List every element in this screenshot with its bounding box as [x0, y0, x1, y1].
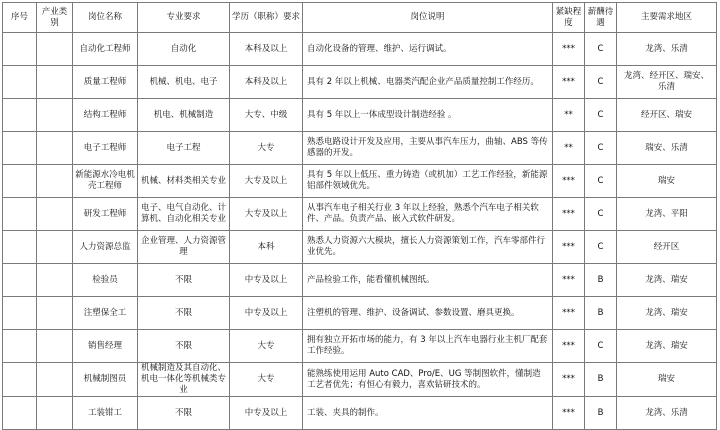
cell-industry: [37, 330, 73, 363]
cell-description: 具有 5 年以上低压、重力铸造（或机加）工艺工作经验，新能源铝部件领域优先。: [303, 165, 553, 198]
table-row: [3, 330, 717, 363]
cell-index: [3, 33, 37, 66]
table-row: [3, 198, 717, 231]
cell-urgency: ***: [553, 33, 585, 66]
col-header-post: 岗位名称: [73, 3, 138, 33]
cell-post: 检验员: [73, 264, 138, 297]
cell-post: 结构工程师: [73, 99, 138, 132]
cell-industry: [37, 99, 73, 132]
cell-major: 不限: [138, 264, 230, 297]
cell-major: 电子工程: [138, 132, 230, 165]
cell-index: [3, 397, 37, 430]
cell-pay: C: [585, 198, 617, 231]
cell-industry: [37, 165, 73, 198]
cell-urgency: ***: [553, 397, 585, 430]
cell-industry: [37, 33, 73, 66]
cell-industry: [37, 66, 73, 99]
col-header-urgency: 紧缺程度: [553, 3, 585, 33]
table-row: [3, 132, 717, 165]
cell-index: [3, 231, 37, 264]
cell-urgency: ***: [553, 165, 585, 198]
col-header-description: 岗位说明: [303, 3, 553, 33]
cell-pay: C: [585, 330, 617, 363]
cell-pay: B: [585, 297, 617, 330]
table-row: [3, 99, 717, 132]
col-header-major: 专业要求: [138, 3, 230, 33]
cell-pay: C: [585, 231, 617, 264]
cell-industry: [37, 231, 73, 264]
cell-description: 工装、夹具的制作。: [303, 397, 553, 430]
cell-description: 从事汽车电子相关行业 3 年以上经验，熟悉个汽车电子相关软件、产品。负责产品、嵌入式软件研发。: [303, 198, 553, 231]
cell-industry: [37, 363, 73, 397]
cell-pay: B: [585, 397, 617, 430]
cell-urgency: **: [553, 99, 585, 132]
cell-index: [3, 99, 37, 132]
cell-education: 大专及以上: [230, 198, 303, 231]
cell-region: 瑞安: [617, 165, 717, 198]
cell-major: 自动化: [138, 33, 230, 66]
table-row: [3, 165, 717, 198]
col-header-region: 主要需求地区: [617, 3, 717, 33]
cell-region: 经开区: [617, 231, 717, 264]
cell-region: 龙湾、瑞安: [617, 330, 717, 363]
header-row: [3, 3, 717, 33]
cell-education: 大专、中级: [230, 99, 303, 132]
cell-urgency: ***: [553, 231, 585, 264]
cell-region: 瑞安: [617, 363, 717, 397]
cell-industry: [37, 397, 73, 430]
cell-major: 机电、机械制造: [138, 99, 230, 132]
recruitment-table: [2, 2, 717, 430]
cell-industry: [37, 132, 73, 165]
cell-pay: C: [585, 99, 617, 132]
cell-urgency: ***: [553, 297, 585, 330]
cell-pay: B: [585, 363, 617, 397]
cell-industry: [37, 264, 73, 297]
cell-description: 产品检验工作，能看懂机械图纸。: [303, 264, 553, 297]
cell-region: 龙湾、平阳: [617, 198, 717, 231]
cell-pay: B: [585, 264, 617, 297]
cell-major: 机械、机电、电子: [138, 66, 230, 99]
cell-post: 电子工程师: [73, 132, 138, 165]
cell-region: 龙湾、瑞安: [617, 297, 717, 330]
cell-index: [3, 198, 37, 231]
cell-education: 本科及以上: [230, 66, 303, 99]
cell-education: 中专及以上: [230, 397, 303, 430]
cell-urgency: ***: [553, 198, 585, 231]
cell-education: 中专及以上: [230, 297, 303, 330]
cell-education: 本科及以上: [230, 33, 303, 66]
cell-urgency: ***: [553, 330, 585, 363]
cell-major: 不限: [138, 297, 230, 330]
table-row: [3, 363, 717, 397]
cell-index: [3, 165, 37, 198]
cell-index: [3, 132, 37, 165]
cell-pay: C: [585, 33, 617, 66]
cell-index: [3, 363, 37, 397]
cell-description: 具有 2 年以上机械、电器类汽配企业产品质量控制工作经历。: [303, 66, 553, 99]
cell-education: 中专及以上: [230, 264, 303, 297]
cell-pay: C: [585, 165, 617, 198]
cell-urgency: ***: [553, 264, 585, 297]
cell-education: 大专及以上: [230, 165, 303, 198]
table-row: [3, 33, 717, 66]
cell-industry: [37, 297, 73, 330]
cell-index: [3, 330, 37, 363]
cell-post: 人力资源总监: [73, 231, 138, 264]
cell-major: 不限: [138, 397, 230, 430]
cell-region: 龙湾、瑞安: [617, 264, 717, 297]
cell-post: 注塑保全工: [73, 297, 138, 330]
cell-urgency: **: [553, 132, 585, 165]
cell-urgency: ***: [553, 66, 585, 99]
cell-region: 瑞安、乐清: [617, 132, 717, 165]
cell-education: 本科: [230, 231, 303, 264]
cell-description: 具有 5 年以上一体成型设计制造经验 。: [303, 99, 553, 132]
cell-post: 销售经理: [73, 330, 138, 363]
cell-region: 龙湾、经开区、瑞安、乐清: [617, 66, 717, 99]
cell-major: 不限: [138, 330, 230, 363]
cell-post: 新能源水冷电机壳工程师: [73, 165, 138, 198]
cell-description: 拥有独立开拓市场的能力，有 3 年以上汽车电器行业主机厂配套工作经验。: [303, 330, 553, 363]
cell-urgency: ***: [553, 363, 585, 397]
cell-education: 大专: [230, 132, 303, 165]
cell-post: 质量工程师: [73, 66, 138, 99]
table-row: [3, 66, 717, 99]
cell-major: 企业管理、人力资源管理: [138, 231, 230, 264]
cell-major: 电子、电气自动化、计算机、自动化相关专业: [138, 198, 230, 231]
cell-region: 龙湾、乐清: [617, 33, 717, 66]
col-header-education: 学历（职称）要求: [230, 3, 303, 33]
cell-description: 熟悉电路设计开发及应用，主要从事汽车压力，曲轴、ABS 等传感器的开发。: [303, 132, 553, 165]
cell-post: 机械制图员: [73, 363, 138, 397]
cell-pay: C: [585, 132, 617, 165]
cell-description: 注塑机的管理、维护、设备调试、参数设置、磨具更换。: [303, 297, 553, 330]
table-row: [3, 231, 717, 264]
cell-education: 大专: [230, 363, 303, 397]
col-header-index: 序号: [3, 3, 37, 33]
table-row: [3, 297, 717, 330]
cell-post: 自动化工程师: [73, 33, 138, 66]
table-row: [3, 264, 717, 297]
cell-description: 能熟练使用运用 Auto CAD、Pro/E、UG 等制图软件，懂制造工艺者优先；有恒心有毅力，喜欢钻研技术的。: [303, 363, 553, 397]
cell-description: 自动化设备的管理、维护、运行调试。: [303, 33, 553, 66]
cell-education: 大专: [230, 330, 303, 363]
cell-index: [3, 264, 37, 297]
cell-major: 机械制造及其自动化、机电一体化等机械类专业: [138, 363, 230, 397]
cell-post: 研发工程师: [73, 198, 138, 231]
col-header-pay: 薪酬待遇: [585, 3, 617, 33]
cell-pay: C: [585, 66, 617, 99]
cell-post: 工装钳工: [73, 397, 138, 430]
cell-major: 机械、材料类相关专业: [138, 165, 230, 198]
cell-industry: [37, 198, 73, 231]
table-row: [3, 397, 717, 430]
cell-region: 经开区、瑞安: [617, 99, 717, 132]
cell-index: [3, 297, 37, 330]
cell-description: 熟悉人力资源六大模块，擅长人力资源策划工作，汽车零部件行业优先。: [303, 231, 553, 264]
col-header-industry: 产业类别: [37, 3, 73, 33]
cell-index: [3, 66, 37, 99]
cell-region: 龙湾、乐清: [617, 397, 717, 430]
